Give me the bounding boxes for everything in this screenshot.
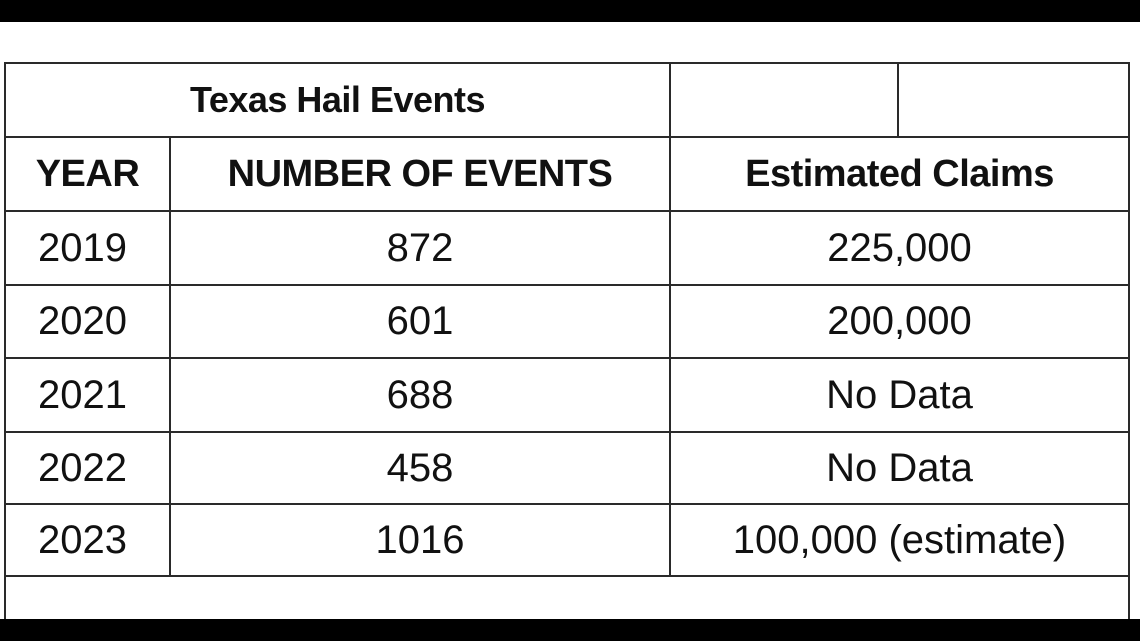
cell-events: 458 (386, 445, 454, 490)
grid-line (897, 62, 899, 138)
cell-year: 2021 (38, 372, 127, 417)
cell-claims: No Data (826, 445, 973, 490)
cell-events: 688 (386, 372, 454, 417)
cell-events: 1016 (375, 517, 465, 562)
cell-year: 2019 (38, 225, 127, 270)
cell-claims: 225,000 (827, 225, 972, 270)
cell-events: 872 (386, 225, 454, 270)
cell-events: 601 (386, 299, 454, 343)
table-title: Texas Hail Events (190, 79, 485, 120)
spreadsheet-table (0, 22, 1140, 619)
cell-claims: No Data (826, 372, 973, 417)
grid-line (1128, 62, 1130, 619)
cell-claims: 200,000 (827, 299, 972, 343)
cell-year: 2023 (38, 517, 127, 562)
header-number-of-events: NUMBER OF EVENTS (227, 152, 613, 195)
cell-claims: 100,000 (estimate) (732, 517, 1067, 562)
grid-line (4, 575, 1130, 577)
cell-year: 2022 (38, 445, 127, 490)
cell-year: 2020 (38, 299, 127, 343)
header-estimated-claims: Estimated Claims (745, 152, 1054, 195)
header-year: YEAR (35, 152, 140, 195)
